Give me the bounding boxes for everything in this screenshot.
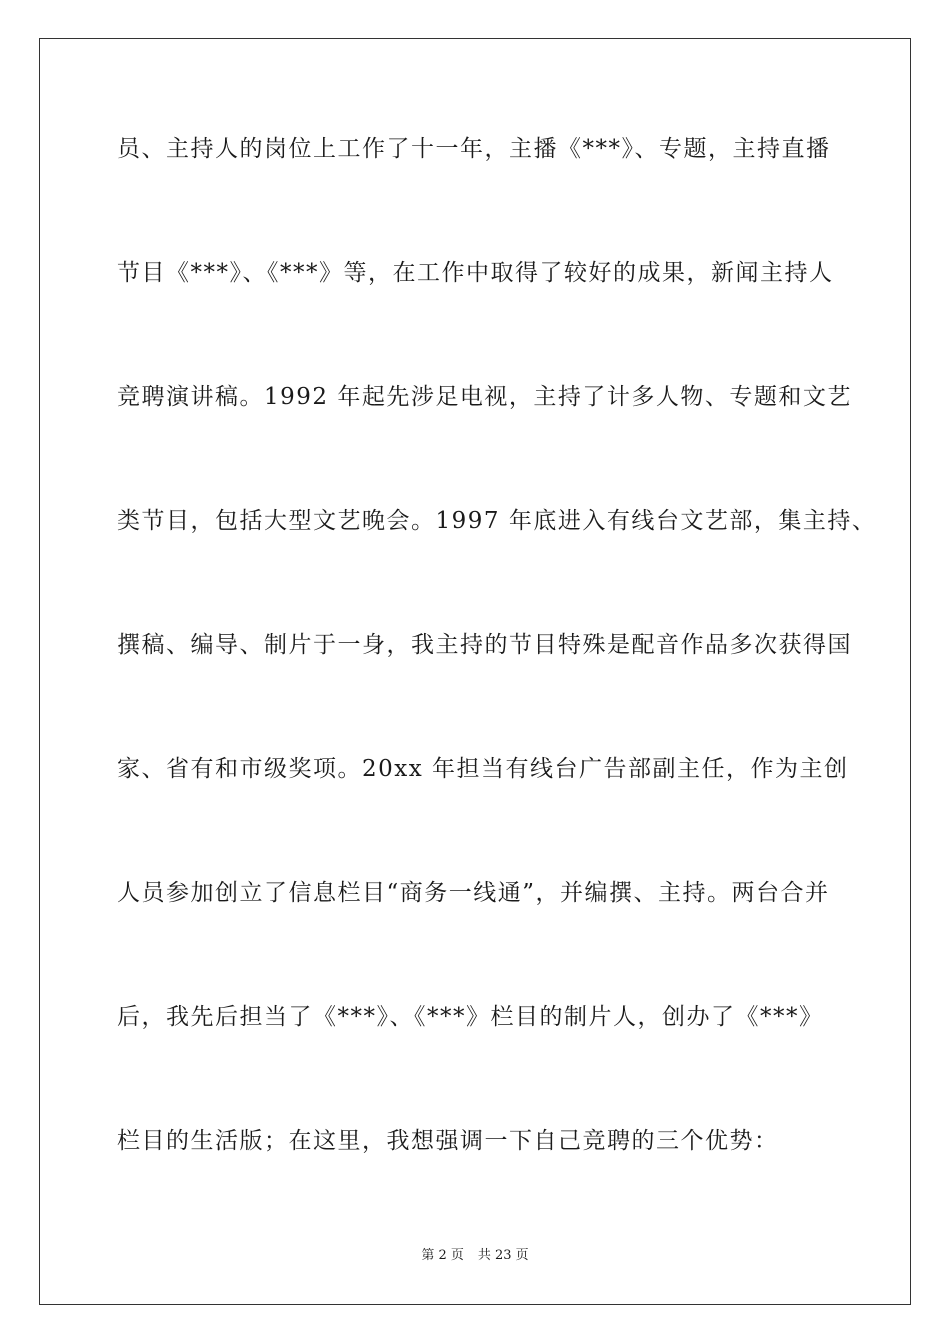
page-footer (0, 1247, 950, 1265)
text-line-9: 栏目的生活版；在这里，我想强调一下自己竞聘的三个优势： (117, 1128, 779, 1154)
text-line-8: 后，我先后担当了《***》、《***》栏目的制片人，创办了《***》 (117, 1004, 824, 1030)
text-line-5: 撰稿、编导、制片于一身，我主持的节目特殊是配音作品多次获得国 (117, 632, 852, 658)
page-border (39, 38, 911, 1305)
text-line-2: 节目《***》、《***》等，在工作中取得了较好的成果，新闻主持人 (117, 260, 834, 286)
page-number: 第 2 页 (421, 1248, 464, 1263)
text-line-3: 竞聘演讲稿。1992 年起先涉足电视，主持了计多人物、专题和文艺 (117, 384, 852, 410)
page-total: 共 23 页 (477, 1248, 529, 1263)
text-line-1: 员、主持人的岗位上工作了十一年，主播《***》、专题，主持直播 (117, 136, 831, 162)
text-line-7: 人员参加创立了信息栏目“商务一线通”，并编撰、主持。两台合并 (117, 880, 830, 906)
text-line-4: 类节目，包括大型文艺晚会。1997 年底进入有线台文艺部，集主持、 (117, 508, 877, 534)
text-line-6: 家、省有和市级奖项。20xx 年担当有线台广告部副主任，作为主创 (117, 756, 849, 782)
